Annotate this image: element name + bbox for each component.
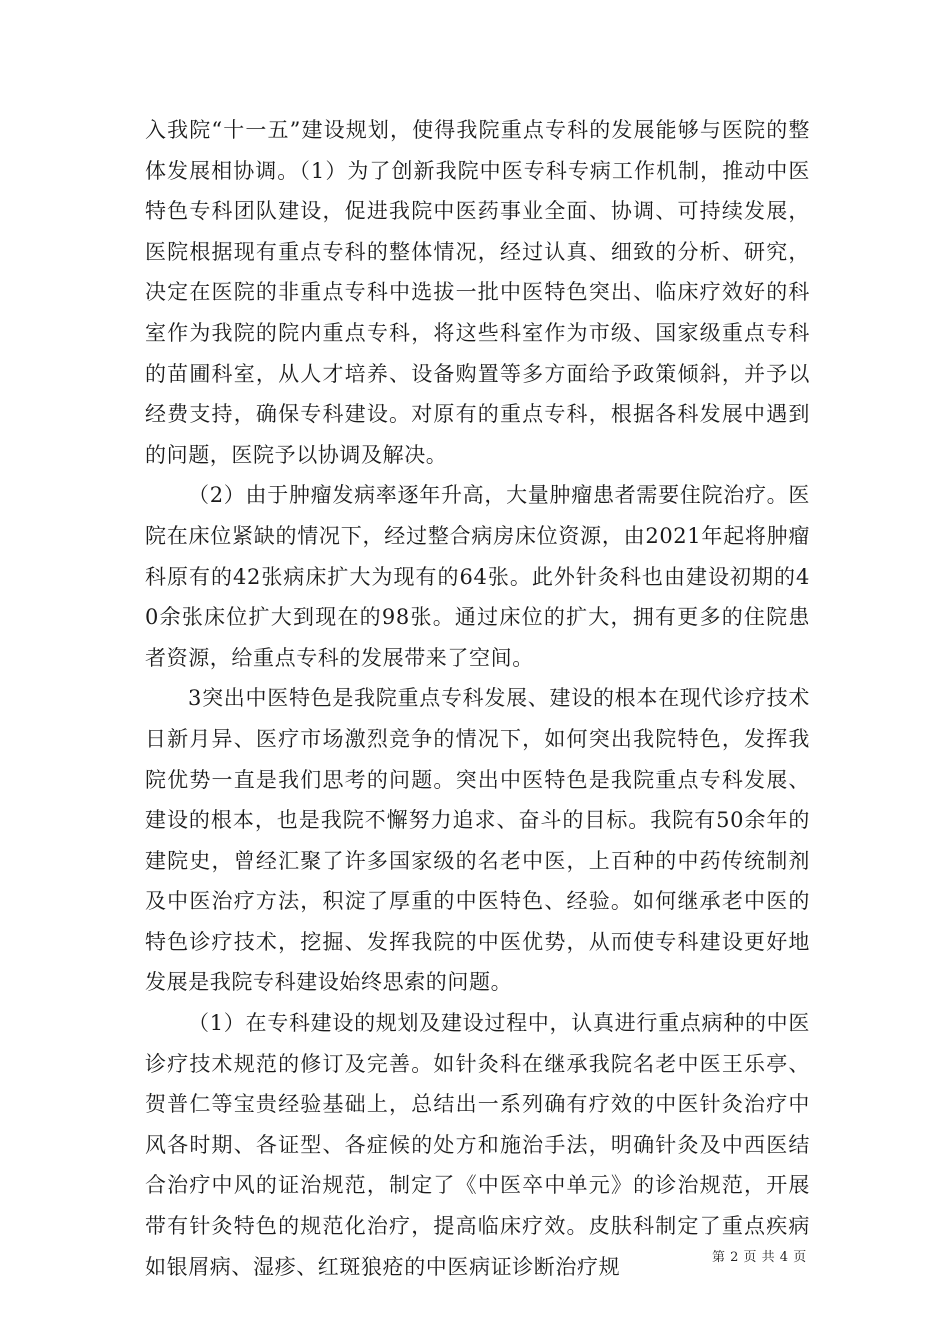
paragraph-tumor-beds: （2）由于肿瘤发病率逐年升高，大量肿瘤患者需要住院治疗。医院在床位紧缺的情况下，经过整合病房床位资源，由2021年起将肿瘤科原有的42张病床扩大为现有的64张。此外针灸科也由建设初期的40余张床位扩大到现在的98张。通过床位的扩大，拥有更多的住院患者资源，给重点专科的发展带来了空间。 xyxy=(145,483,810,670)
body-text xyxy=(145,110,810,1287)
page-number: 第 2 页 共 4 页 xyxy=(712,1250,807,1265)
paragraph-diagnosis-standards: （1）在专科建设的规划及建设过程中，认真进行重点病种的中医诊疗技术规范的修订及完善。如针灸科在继承我院名老中医王乐亭、贺普仁等宝贵经验基础上，总结出一系列确有疗效的中医针灸治疗中风各时期、各证型、各症候的处方和施治手法，明确针灸及中西医结合治疗中风的证治规范，制定了《中医卒中单元》的诊治规范，开展带有针灸特色的规范化治疗，提高临床疗效。皮肤科制定了重点疾病如银屑病、湿疹、红斑狼疮的中医病证诊断治疗规 xyxy=(145,1011,810,1279)
paragraph-tcm-features: 3突出中医特色是我院重点专科发展、建设的根本在现代诊疗技术日新月异、医疗市场激烈竞争的情况下，如何突出我院特色，发挥我院优势一直是我们思考的问题。突出中医特色是我院重点专科发展、建设的根本，也是我院不懈努力追求、奋斗的目标。我院有50余年的建院史，曾经汇聚了许多国家级的名老中医，上百种的中药传统制剂及中医治疗方法，积淀了厚重的中医特色、经验。如何继承老中医的特色诊疗技术，挖掘、发挥我院的中医优势，从而使专科建设更好地发展是我院专科建设始终思索的问题。 xyxy=(145,686,810,995)
paragraph-continuation: 入我院“十一五”建设规划，使得我院重点专科的发展能够与医院的整体发展相协调。（1）为了创新我院中医专科专病工作机制，推动中医特色专科团队建设，促进我院中医药事业全面、协调、可持续发展，医院根据现有重点专科的整体情况，经过认真、细致的分析、研究，决定在医院的非重点专科中选拔一批中医特色突出、临床疗效好的科室作为我院的院内重点专科，将这些科室作为市级、国家级重点专科的苗圃科室，从人才培养、设备购置等多方面给予政策倾斜，并予以经费支持，确保专科建设。对原有的重点专科，根据各科发展中遇到的问题，医院予以协调及解决。 xyxy=(145,118,810,467)
